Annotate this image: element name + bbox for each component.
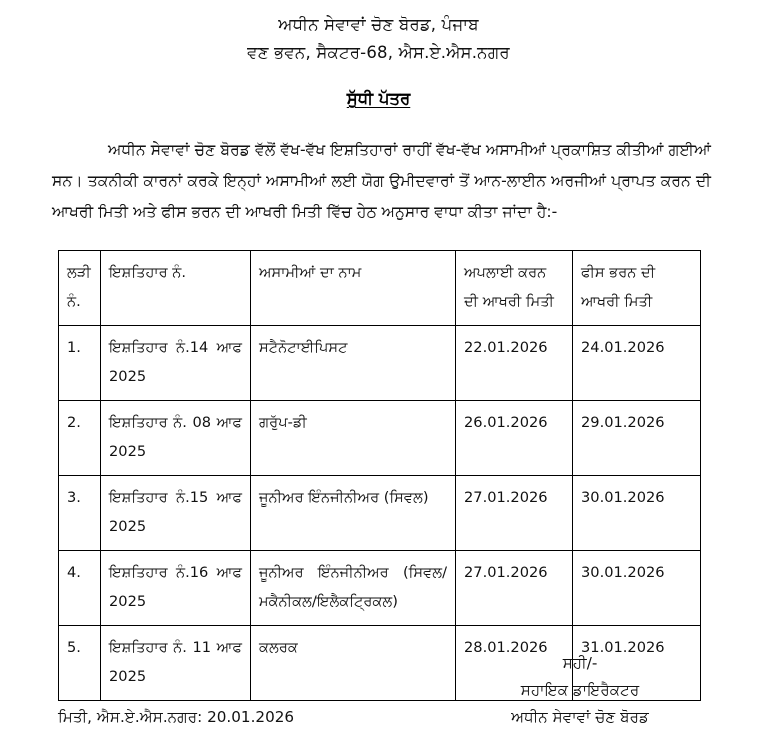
cell-fee-last-date: 30.01.2026	[573, 551, 701, 626]
cell-serial: 4.	[59, 551, 101, 626]
cell-apply-last-date: 26.01.2026	[456, 401, 573, 476]
column-header-apply-last-date: ਅਪਲਾਈ ਕਰਨ ਦੀ ਆਖਰੀ ਮਿਤੀ	[456, 251, 573, 326]
table-row	[59, 326, 701, 401]
cell-serial: 2.	[59, 401, 101, 476]
cell-fee-last-date: 30.01.2026	[573, 476, 701, 551]
cell-advertisement: ਇਸ਼ਤਿਹਾਰ ਨੰ.14 ਆਫ 2025	[101, 326, 251, 401]
cell-post-name: ਗਰੁੱਪ-ਡੀ	[251, 401, 456, 476]
table-row	[59, 551, 701, 626]
cell-post-name: ਸਟੈਨੋਟਾਈਪਿਸਟ	[251, 326, 456, 401]
cell-apply-last-date: 27.01.2026	[456, 476, 573, 551]
cell-apply-last-date: 28.01.2026	[456, 626, 573, 701]
cell-fee-last-date: 29.01.2026	[573, 401, 701, 476]
letterhead	[0, 0, 757, 67]
cell-apply-last-date: 22.01.2026	[456, 326, 573, 401]
table-body	[59, 251, 701, 701]
cell-post-name: ਜੂਨੀਅਰ ਇੰਨਜੀਨੀਅਰ (ਸਿਵਲ)	[251, 476, 456, 551]
cell-post-name: ਜੂਨੀਅਰ ਇੰਨਜੀਨੀਅਰ (ਸਿਵਲ/ਮਕੈਨੀਕਲ/ਇਲੈਕਟ੍ਰਿਕਲ)	[251, 551, 456, 626]
body-paragraph: ਅਧੀਨ ਸੇਵਾਵਾਂ ਚੋਣ ਬੋਰਡ ਵੱਲੋਂ ਵੱਖ-ਵੱਖ ਇਸ਼ਤਿਹਾਰਾਂ ਰਾਹੀਂ ਵੱਖ-ਵੱਖ ਅਸਾਮੀਆਂ ਪ੍ਰਕਾਸ਼ਿਤ ਕੀਤੀਆਂ ਗਈਆਂ ਸਨ। ਤਕਨੀਕੀ ਕਾਰਨਾਂ ਕਰਕੇ ਇਨ੍ਹਾਂ ਅਸਾਮੀਆਂ ਲਈ ਯੋਗ ਉਮੀਦਵਾਰਾਂ ਤੋਂ ਆਨ-ਲਾਈਨ ਅਰਜੀਆਂ ਪ੍ਰਾਪਤ ਕਰਨ ਦੀ ਆਖਰੀ ਮਿਤੀ ਅਤੇ ਫੀਸ ਭਰਨ ਦੀ ਆਖਰੀ ਮਿਤੀ ਵਿੱਚ ਹੇਠ ਅਨੁਸਾਰ ਵਾਧਾ ਕੀਤਾ ਜਾਂਦਾ ਹੈ:-	[52, 141, 711, 221]
cell-advertisement: ਇਸ਼ਤਿਹਾਰ ਨੰ.16 ਆਫ 2025	[101, 551, 251, 626]
cell-advertisement: ਇਸ਼ਤਿਹਾਰ ਨੰ. 11 ਆਫ 2025	[101, 626, 251, 701]
notice-table-container	[58, 250, 700, 701]
cell-serial: 1.	[59, 326, 101, 401]
cell-serial: 3.	[59, 476, 101, 551]
extension-dates-table	[58, 250, 701, 701]
table-row	[59, 476, 701, 551]
cell-advertisement: ਇਸ਼ਤਿਹਾਰ ਨੰ. 08 ਆਫ 2025	[101, 401, 251, 476]
table-row	[59, 401, 701, 476]
cell-apply-last-date: 27.01.2026	[456, 551, 573, 626]
column-header-fee-last-date: ਫੀਸ ਭਰਨ ਦੀ ਆਖਰੀ ਮਿਤੀ	[573, 251, 701, 326]
signature-designation: ਸਹਾਇਕ ਡਾਇਰੈਕਟਰ	[520, 681, 640, 699]
signature-office: ਅਧੀਨ ਸੇਵਾਵਾਂ ਚੋਣ ਬੋਰਡ	[511, 708, 649, 726]
column-header-advertisement: ਇਸ਼ਤਿਹਾਰ ਨੰ.	[101, 251, 251, 326]
organization-address: ਵਣ ਭਵਨ, ਸੈਕਟਰ-68, ਐਸ.ਏ.ਐਸ.ਨਗਰ	[247, 43, 510, 62]
cell-post-name: ਕਲਰਕ	[251, 626, 456, 701]
cell-serial: 5.	[59, 626, 101, 701]
cell-fee-last-date: 24.01.2026	[573, 326, 701, 401]
page-title: ਸੁੱਧੀ ਪੱਤਰ	[346, 89, 411, 108]
signature-block	[455, 650, 705, 731]
column-header-post-name: ਅਸਾਮੀਆਂ ਦਾ ਨਾਮ	[251, 251, 456, 326]
table-header-row	[59, 251, 701, 326]
document-title-container	[0, 89, 757, 109]
footer-date-line: ਮਿਤੀ, ਐਸ.ਏ.ਐਸ.ਨਗਰ: 20.01.2026	[58, 708, 295, 726]
cell-fee-last-date: 31.01.2026	[573, 626, 701, 701]
signature-sd: ਸਹੀ/-	[562, 654, 598, 672]
organization-name: ਅਧੀਨ ਸੇਵਾਵਾਂ ਚੋਣ ਬੋਰਡ, ਪੰਜਾਬ	[278, 15, 479, 34]
column-header-serial: ਲੜੀ ਨੰ.	[59, 251, 101, 326]
cell-advertisement: ਇਸ਼ਤਿਹਾਰ ਨੰ.15 ਆਫ 2025	[101, 476, 251, 551]
